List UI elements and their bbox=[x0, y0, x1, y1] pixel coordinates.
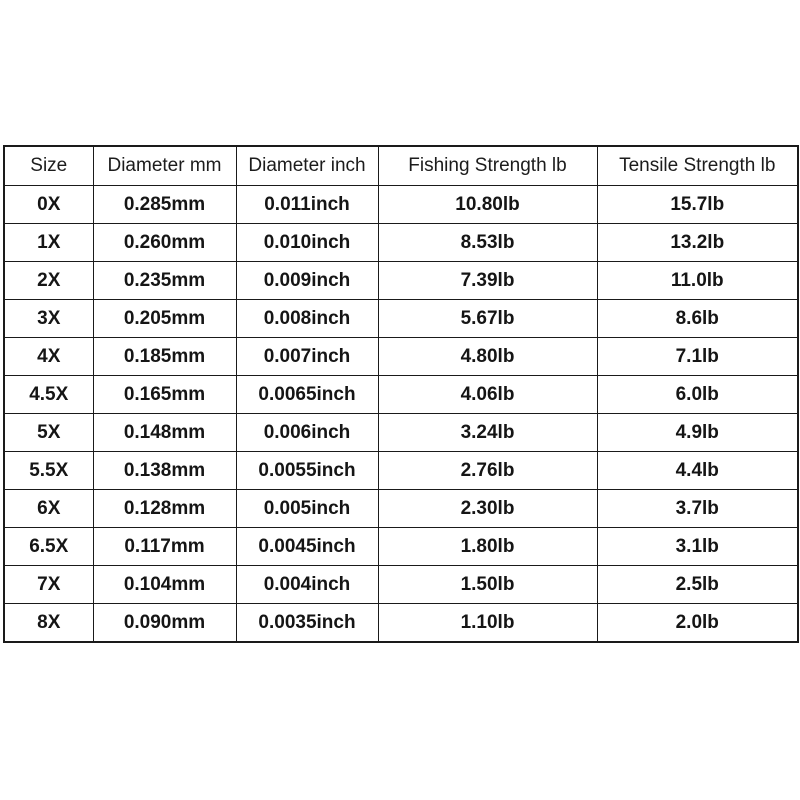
size-cell: 7X bbox=[4, 566, 93, 604]
diameter-inch-cell: 0.005inch bbox=[236, 490, 378, 528]
diameter-mm-cell: 0.090mm bbox=[93, 604, 236, 643]
diameter-mm-cell: 0.185mm bbox=[93, 338, 236, 376]
size-cell: 1X bbox=[4, 224, 93, 262]
diameter-mm-cell: 0.104mm bbox=[93, 566, 236, 604]
line-spec-table bbox=[3, 145, 799, 643]
tensile-strength-cell: 15.7lb bbox=[597, 186, 798, 224]
table-row bbox=[4, 186, 798, 224]
diameter-inch-cell: 0.008inch bbox=[236, 300, 378, 338]
diameter-mm-cell: 0.148mm bbox=[93, 414, 236, 452]
table-row bbox=[4, 376, 798, 414]
table-body bbox=[4, 186, 798, 643]
tensile-strength-cell: 13.2lb bbox=[597, 224, 798, 262]
fishing-strength-cell: 1.10lb bbox=[378, 604, 597, 643]
table-row bbox=[4, 300, 798, 338]
fishing-strength-cell: 5.67lb bbox=[378, 300, 597, 338]
tensile-strength-cell: 6.0lb bbox=[597, 376, 798, 414]
table-row bbox=[4, 262, 798, 300]
header-tensile-strength: Tensile Strength lb bbox=[597, 146, 798, 186]
table-row bbox=[4, 566, 798, 604]
diameter-mm-cell: 0.260mm bbox=[93, 224, 236, 262]
table-row bbox=[4, 414, 798, 452]
tensile-strength-cell: 3.7lb bbox=[597, 490, 798, 528]
table-row bbox=[4, 490, 798, 528]
diameter-mm-cell: 0.235mm bbox=[93, 262, 236, 300]
size-cell: 2X bbox=[4, 262, 93, 300]
diameter-inch-cell: 0.0045inch bbox=[236, 528, 378, 566]
fishing-strength-cell: 2.30lb bbox=[378, 490, 597, 528]
fishing-strength-cell: 1.80lb bbox=[378, 528, 597, 566]
tensile-strength-cell: 4.9lb bbox=[597, 414, 798, 452]
tensile-strength-cell: 3.1lb bbox=[597, 528, 798, 566]
diameter-inch-cell: 0.009inch bbox=[236, 262, 378, 300]
tensile-strength-cell: 4.4lb bbox=[597, 452, 798, 490]
fishing-strength-cell: 3.24lb bbox=[378, 414, 597, 452]
diameter-mm-cell: 0.138mm bbox=[93, 452, 236, 490]
diameter-inch-cell: 0.007inch bbox=[236, 338, 378, 376]
size-cell: 4X bbox=[4, 338, 93, 376]
diameter-mm-cell: 0.165mm bbox=[93, 376, 236, 414]
diameter-inch-cell: 0.004inch bbox=[236, 566, 378, 604]
fishing-strength-cell: 4.80lb bbox=[378, 338, 597, 376]
table-row bbox=[4, 604, 798, 643]
header-diameter-mm: Diameter mm bbox=[93, 146, 236, 186]
table-row bbox=[4, 224, 798, 262]
diameter-inch-cell: 0.0055inch bbox=[236, 452, 378, 490]
fishing-strength-cell: 7.39lb bbox=[378, 262, 597, 300]
header-fishing-strength: Fishing Strength lb bbox=[378, 146, 597, 186]
diameter-inch-cell: 0.006inch bbox=[236, 414, 378, 452]
diameter-inch-cell: 0.010inch bbox=[236, 224, 378, 262]
tensile-strength-cell: 11.0lb bbox=[597, 262, 798, 300]
table-header bbox=[4, 146, 798, 186]
header-row bbox=[4, 146, 798, 186]
header-size: Size bbox=[4, 146, 93, 186]
fishing-strength-cell: 2.76lb bbox=[378, 452, 597, 490]
size-cell: 8X bbox=[4, 604, 93, 643]
size-cell: 4.5X bbox=[4, 376, 93, 414]
size-cell: 5X bbox=[4, 414, 93, 452]
size-cell: 3X bbox=[4, 300, 93, 338]
diameter-inch-cell: 0.0065inch bbox=[236, 376, 378, 414]
table-row bbox=[4, 338, 798, 376]
size-cell: 6.5X bbox=[4, 528, 93, 566]
tensile-strength-cell: 7.1lb bbox=[597, 338, 798, 376]
fishing-strength-cell: 10.80lb bbox=[378, 186, 597, 224]
fishing-strength-cell: 4.06lb bbox=[378, 376, 597, 414]
diameter-mm-cell: 0.285mm bbox=[93, 186, 236, 224]
header-diameter-inch: Diameter inch bbox=[236, 146, 378, 186]
table-row bbox=[4, 528, 798, 566]
diameter-mm-cell: 0.128mm bbox=[93, 490, 236, 528]
fishing-strength-cell: 8.53lb bbox=[378, 224, 597, 262]
table-row bbox=[4, 452, 798, 490]
diameter-inch-cell: 0.011inch bbox=[236, 186, 378, 224]
tensile-strength-cell: 2.5lb bbox=[597, 566, 798, 604]
size-cell: 6X bbox=[4, 490, 93, 528]
tensile-strength-cell: 8.6lb bbox=[597, 300, 798, 338]
diameter-mm-cell: 0.117mm bbox=[93, 528, 236, 566]
size-cell: 0X bbox=[4, 186, 93, 224]
fishing-strength-cell: 1.50lb bbox=[378, 566, 597, 604]
size-cell: 5.5X bbox=[4, 452, 93, 490]
diameter-inch-cell: 0.0035inch bbox=[236, 604, 378, 643]
tensile-strength-cell: 2.0lb bbox=[597, 604, 798, 643]
diameter-mm-cell: 0.205mm bbox=[93, 300, 236, 338]
